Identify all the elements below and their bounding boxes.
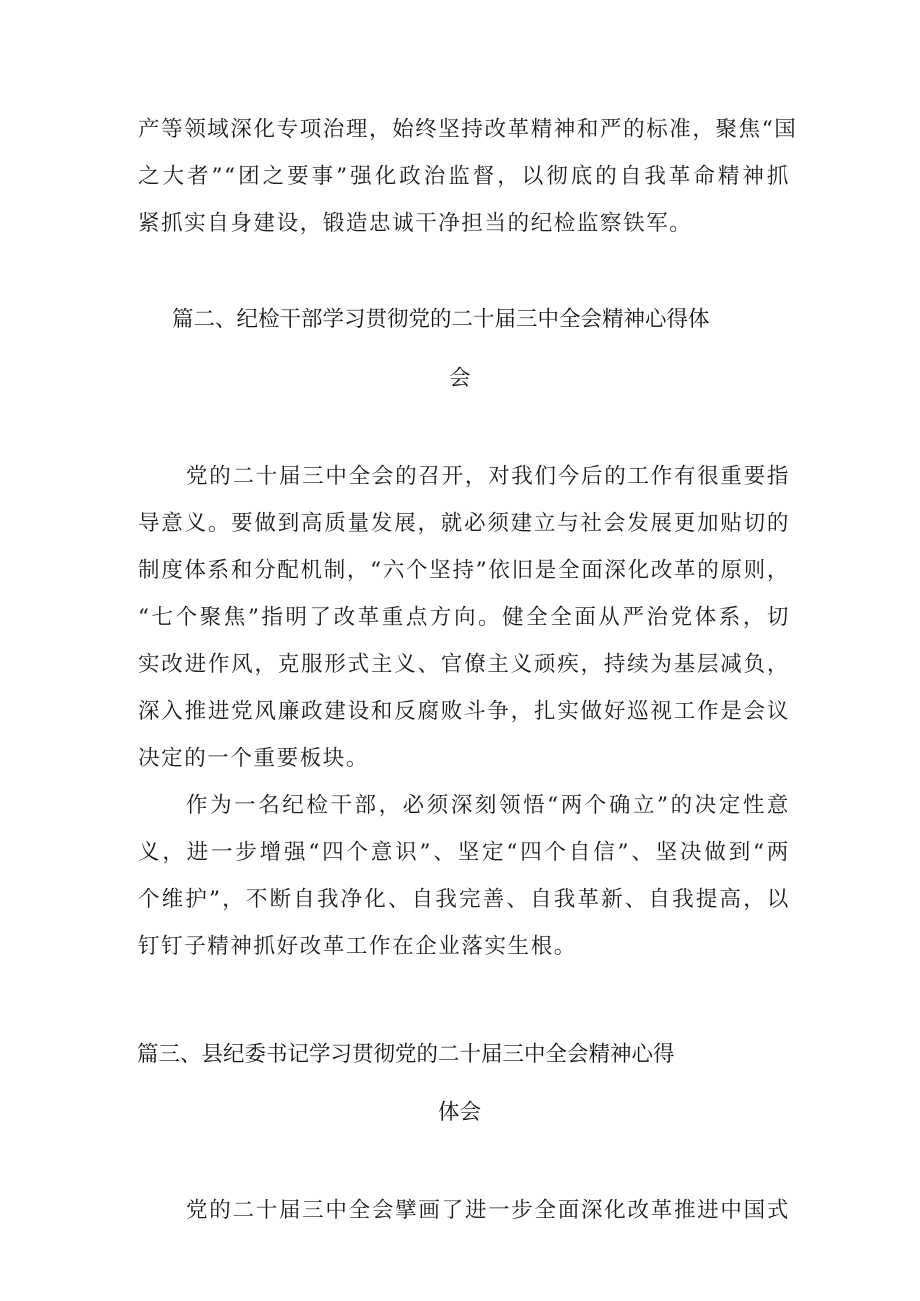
section-3-title: 篇三、县纪委书记学习贯彻党的二十届三中全会精神心得 — [137, 1042, 675, 1067]
section-2-p1-line: 决定的一个重要板块。 — [138, 746, 370, 771]
section-2-p2-line: 个维护”，不断自我净化、自我完善、自我革新、自我提高，以 — [138, 887, 790, 912]
section-2-title-cont: 会 — [449, 366, 471, 391]
section-2-p1-line: “七个聚焦”指明了改革重点方向。健全全面从严治党体系，切 — [138, 605, 790, 630]
section-2-p2-line: 义，进一步增强“四个意识”、坚定“四个自信”、坚决做到“两 — [138, 840, 790, 865]
section-2-p1-line: 制度体系和分配机制，“六个坚持”依旧是全面深化改革的原则， — [138, 558, 790, 583]
section-2-p2-line: 作为一名纪检干部，必须深刻领悟“两个确立”的决定性意 — [186, 793, 790, 818]
section-2-title: 篇二、纪检干部学习贯彻党的二十届三中全会精神心得体 — [172, 307, 710, 332]
section-2-p1-line: 实改进作风，克服形式主义、官僚主义顽疾，持续为基层减负， — [138, 652, 790, 677]
section-2-p1-line: 党的二十届三中全会的召开，对我们今后的工作有很重要指 — [186, 464, 790, 489]
section-2-p1-line: 深入推进党风廉政建设和反腐败斗争，扎实做好巡视工作是会议 — [138, 699, 790, 724]
intro-line: 之大者”“团之要事”强化政治监督，以彻底的自我革命精神抓 — [138, 164, 790, 189]
intro-line: 产等领域深化专项治理，始终坚持改革精神和严的标准，聚焦“国 — [138, 117, 798, 142]
section-3-title-cont: 体会 — [438, 1100, 482, 1125]
section-2-p1-line: 导意义。要做到高质量发展，就必须建立与社会发展更加贴切的 — [138, 511, 790, 536]
section-2-p2-line: 钉钉子精神抓好改革工作在企业落实生根。 — [138, 934, 577, 959]
section-3-p1-line: 党的二十届三中全会擘画了进一步全面深化改革推进中国式 — [186, 1198, 790, 1223]
intro-line: 紧抓实自身建设，锻造忠诚干净担当的纪检监察铁军。 — [138, 211, 693, 236]
